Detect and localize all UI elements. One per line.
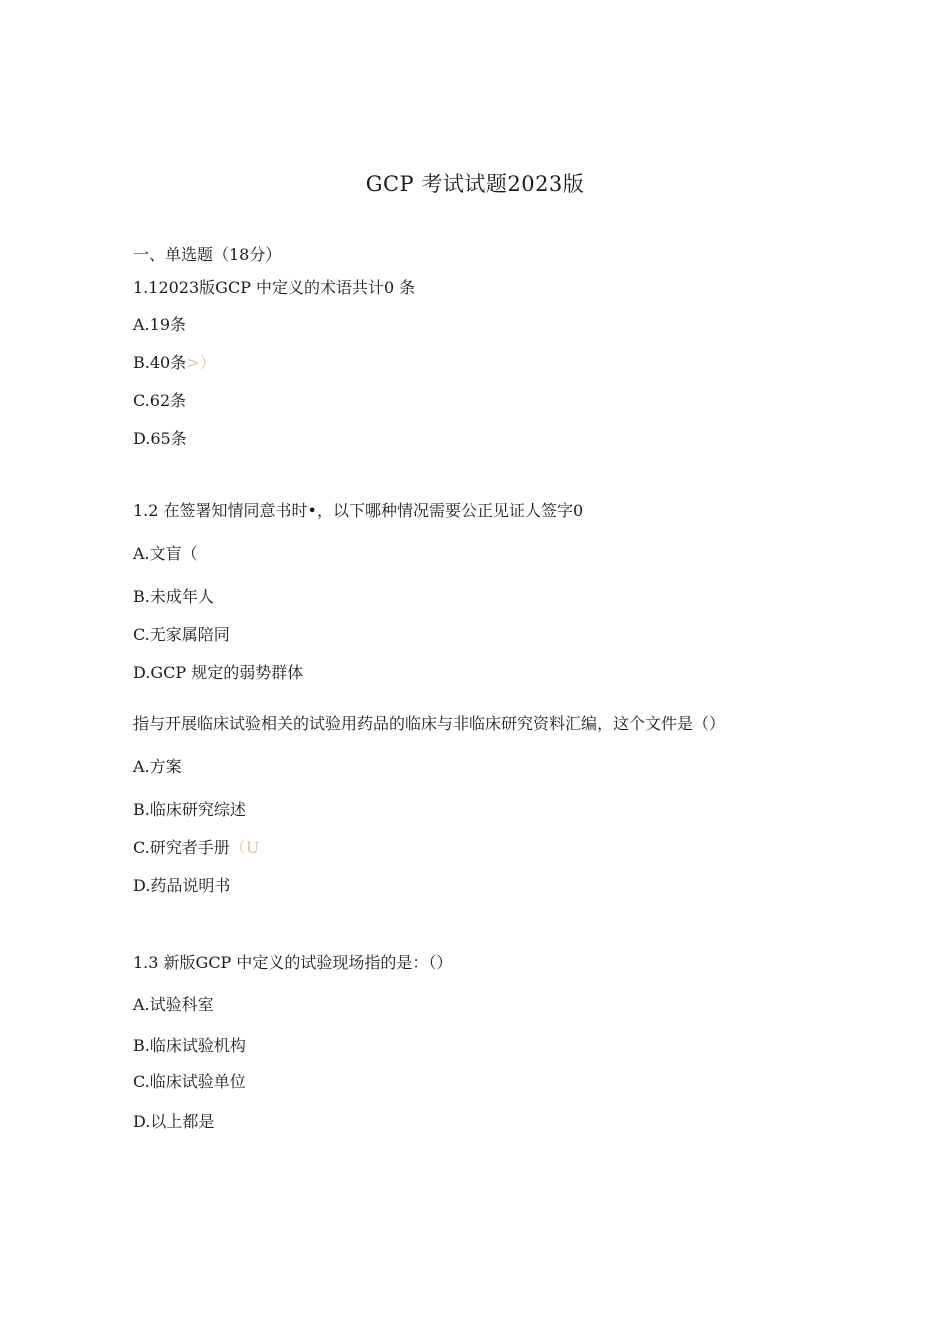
option-text: A.试验科室 bbox=[133, 995, 214, 1014]
option-text: B.未成年人 bbox=[133, 587, 214, 606]
option-text: C.62条 bbox=[133, 391, 187, 410]
option-text: B.临床研究综述 bbox=[133, 800, 246, 819]
question-1-option-c bbox=[133, 391, 186, 411]
question-4-stem: 1.3 新版GCP 中定义的试验现场指的是：（） bbox=[133, 953, 453, 972]
question-3-option-c bbox=[133, 838, 259, 858]
option-text: A.文盲（ bbox=[133, 544, 198, 563]
option-text: C.研究者手册 bbox=[133, 838, 230, 857]
option-text: A.方案 bbox=[133, 757, 182, 776]
section-heading: 一、单选题（18分） bbox=[133, 245, 282, 264]
question-2-option-c bbox=[133, 625, 230, 645]
question-1-option-d bbox=[133, 429, 187, 449]
question-3-option-d bbox=[133, 876, 230, 896]
question-3-option-b bbox=[133, 800, 246, 820]
option-text: B.40条 bbox=[133, 353, 187, 372]
option-text: A.19条 bbox=[133, 315, 187, 334]
question-4-option-d bbox=[133, 1112, 214, 1132]
question-4-option-c bbox=[133, 1072, 246, 1092]
question-2-option-b bbox=[133, 587, 214, 607]
question-3-option-a bbox=[133, 757, 182, 777]
answer-mark: >） bbox=[186, 353, 216, 372]
question-2-stem: 1.2 在签署知情同意书时•，以下哪种情况需要公正见证人签字0 bbox=[133, 501, 584, 520]
option-text: D.GCP 规定的弱势群体 bbox=[133, 663, 304, 682]
question-2-option-a bbox=[133, 544, 198, 564]
question-4-option-a bbox=[133, 995, 214, 1015]
question-3-stem: 指与开展临床试验相关的试验用药品的临床与非临床研究资料汇编，这个文件是（） bbox=[133, 714, 726, 733]
question-2-option-d bbox=[133, 663, 303, 683]
option-text: D.以上都是 bbox=[133, 1112, 215, 1131]
question-4-option-b bbox=[133, 1036, 246, 1056]
option-text: C.无家属陪同 bbox=[133, 625, 230, 644]
question-1-option-b bbox=[133, 353, 216, 373]
answer-mark: （U bbox=[229, 838, 260, 857]
page-title: GCP 考试试题2023版 bbox=[365, 172, 585, 196]
option-text: D.药品说明书 bbox=[133, 876, 231, 895]
option-text: B.临床试验机构 bbox=[133, 1036, 246, 1055]
option-text: D.65条 bbox=[133, 429, 187, 448]
option-text: C.临床试验单位 bbox=[133, 1072, 246, 1091]
question-1-option-a bbox=[133, 315, 186, 335]
question-1-stem: 1.12023版GCP 中定义的术语共计0 条 bbox=[133, 278, 416, 297]
